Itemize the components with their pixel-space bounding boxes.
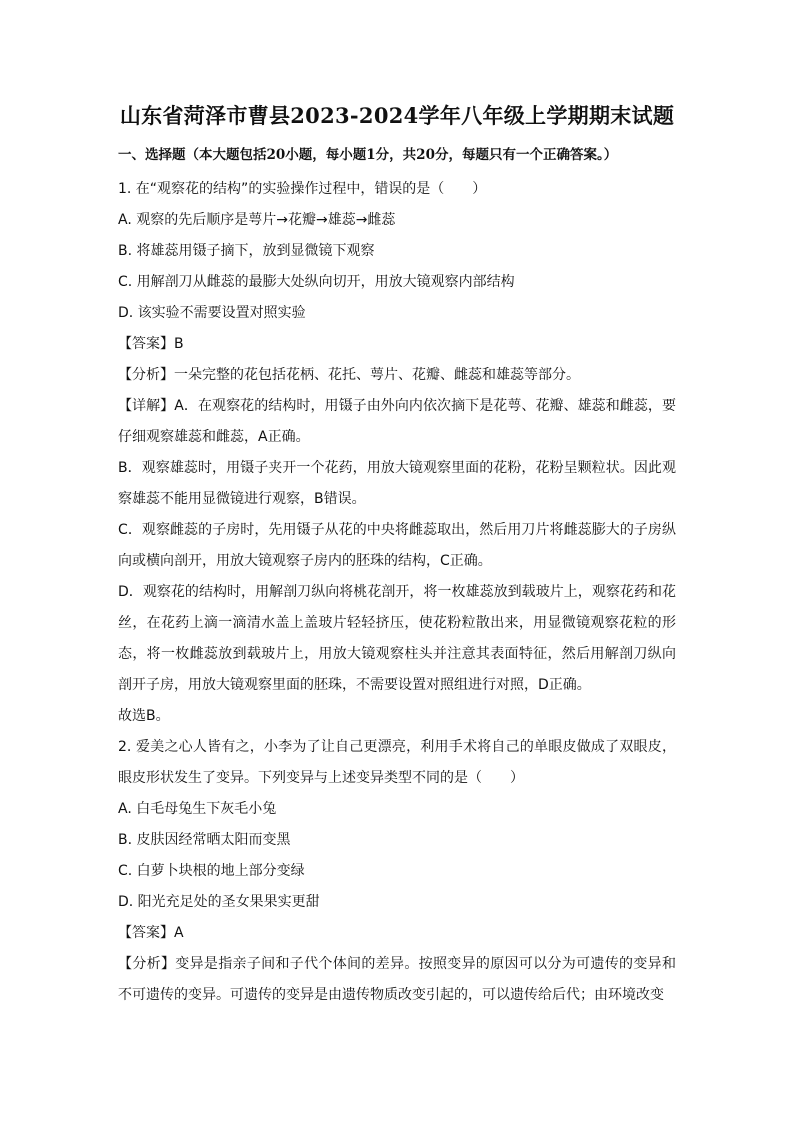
q1-detail-a: 【详解】A．在观察花的结构时，用镊子由外向内依次摘下是花萼、花瓣、雄蕊和雌蕊，要仔细观察雄蕊和雌蕊，A正确。: [118, 398, 676, 445]
q1-option-b: B. 将雄蕊用镊子摘下，放到显微镜下观察: [118, 243, 375, 259]
q1-option-c: C. 用解剖刀从雌蕊的最膨大处纵向切开，用放大镜观察内部结构: [118, 274, 515, 290]
document-body: [118, 174, 676, 1011]
section-heading: 一、选择题（本大题包括20小题，每小题1分，共20分，每题只有一个正确答案。）: [118, 147, 618, 163]
q1-answer: 【答案】B: [118, 336, 184, 352]
q2-option-c: C. 白萝卜块根的地上部分变绿: [118, 863, 305, 879]
q1-detail-d: D．观察花的结构时，用解剖刀纵向将桃花剖开，将一枚雄蕊放到载玻片上，观察花药和花丝，在花药上滴一滴清水盖上盖玻片轻轻挤压，使花粉粒散出来，用显微镜观察花粒的形态，将一枚雌蕊放到载玻片上，用放大镜观察柱头并注意其表面特征，然后用解剖刀纵向剖开子房，用放大镜观察里面的胚珠，不需要设置对照组进行对照，D正确。: [118, 584, 676, 693]
q1-option-a: A. 观察的先后顺序是萼片→花瓣→雄蕊→雌蕊: [118, 212, 396, 228]
q1-analysis: 【分析】一朵完整的花包括花柄、花托、萼片、花瓣、雌蕊和雄蕊等部分。: [118, 367, 580, 383]
q1-conclusion: 故选B。: [118, 708, 170, 724]
q1-detail-b: B．观察雄蕊时，用镊子夹开一个花药，用放大镜观察里面的花粉，花粉呈颗粒状。因此观察雄蕊不能用显微镜进行观察，B错误。: [118, 460, 676, 507]
q2-option-b: B. 皮肤因经常晒太阳而变黑: [118, 832, 291, 848]
q2-option-d: D. 阳光充足处的圣女果果实更甜: [118, 894, 320, 910]
q2-option-a: A. 白毛母兔生下灰毛小兔: [118, 801, 277, 817]
q2-answer: 【答案】A: [118, 925, 184, 941]
page-title: 山东省菏泽市曹县2023-2024学年八年级上学期期末试题: [119, 103, 675, 128]
q1-option-d: D. 该实验不需要设置对照实验: [118, 305, 306, 321]
q2-stem: 2. 爱美之心人皆有之，小李为了让自己更漂亮，利用手术将自己的单眼皮做成了双眼皮，眼皮形状发生了变异。下列变异与上述变异类型不同的是（ ）: [118, 739, 676, 786]
q1-detail-c: C．观察雌蕊的子房时，先用镊子从花的中央将雌蕊取出，然后用刀片将雌蕊膨大的子房纵向或横向剖开，用放大镜观察子房内的胚珠的结构，C正确。: [118, 522, 676, 569]
q1-stem: 1. 在“观察花的结构”的实验操作过程中，错误的是（ ）: [118, 181, 487, 197]
q2-analysis: 【分析】变异是指亲子间和子代个体间的差异。按照变异的原因可以分为可遗传的变异和不可遗传的变异。可遗传的变异是由遗传物质改变引起的，可以遗传给后代；由环境改变: [118, 956, 676, 1003]
